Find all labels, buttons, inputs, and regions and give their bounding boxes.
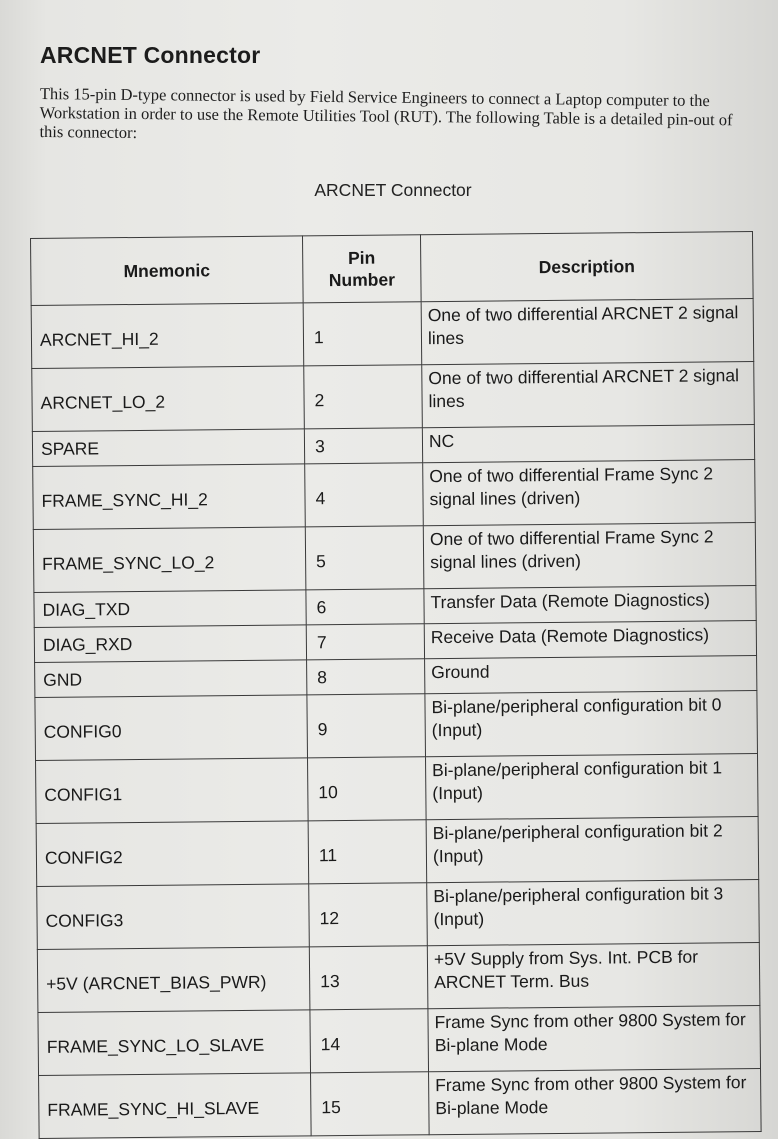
table-row: [37, 880, 760, 950]
mnemonic-cell: FRAME_SYNC_LO_SLAVE: [38, 1010, 311, 1076]
pinout-table: [30, 231, 762, 1139]
mnemonic-cell: CONFIG2: [36, 821, 309, 887]
description-cell: One of two differential Frame Sync 2 signal lines (driven): [423, 523, 756, 589]
table-caption: [0, 180, 778, 201]
pin-cell: 8: [307, 659, 425, 695]
table-header-row: [31, 232, 754, 306]
mnemonic-cell: DIAG_TXD: [34, 590, 306, 628]
table-row: [35, 691, 758, 761]
mnemonic-cell: FRAME_SYNC_HI_SLAVE: [39, 1073, 312, 1139]
description-cell: Bi-plane/peripheral configuration bit 3 (Input): [427, 880, 760, 946]
description-cell: Bi-plane/peripheral configuration bit 2 (Input): [426, 817, 759, 883]
description-cell: Bi-plane/peripheral configuration bit 0 (Input): [425, 691, 758, 757]
pin-cell: 2: [304, 365, 423, 429]
mnemonic-cell: +5V (ARCNET_BIAS_PWR): [37, 947, 310, 1013]
table-row: [33, 460, 756, 530]
description-cell: One of two differential Frame Sync 2 signal lines (driven): [423, 460, 756, 526]
pin-cell: 3: [304, 428, 422, 464]
mnemonic-cell: ARCNET_LO_2: [32, 366, 305, 432]
pin-cell: 6: [306, 589, 424, 625]
pin-cell: 7: [306, 624, 424, 660]
intro-paragraph: This 15-pin D-type connector is used by Field Service Engineers to connect a Laptop computer to the Workstation in order to use the Remote Utilities Tool (RUT). The following Table is a detailed pin-out of this connector:: [39, 84, 733, 143]
header-mnemonic: Mnemonic: [31, 236, 304, 306]
description-cell: Transfer Data (Remote Diagnostics): [424, 586, 756, 624]
pin-cell: 11: [308, 820, 427, 884]
table-row: [32, 362, 755, 432]
description-cell: Frame Sync from other 9800 System for Bi-plane Mode: [429, 1069, 762, 1135]
mnemonic-cell: CONFIG0: [35, 695, 308, 761]
table-row: [33, 523, 756, 593]
pin-cell: 10: [308, 757, 427, 821]
mnemonic-cell: ARCNET_HI_2: [31, 303, 304, 369]
pin-cell: 4: [305, 463, 424, 527]
pin-cell: 13: [309, 946, 428, 1010]
mnemonic-cell: DIAG_RXD: [34, 625, 306, 663]
mnemonic-cell: SPARE: [32, 429, 304, 467]
description-cell: Ground: [425, 656, 757, 694]
table-row: [39, 1069, 762, 1139]
table-row: [36, 754, 759, 824]
description-cell: Frame Sync from other 9800 System for Bi-plane Mode: [428, 1006, 761, 1072]
table-row: [37, 943, 760, 1013]
description-cell: One of two differential ARCNET 2 signal lines: [421, 299, 754, 365]
table-caption-text: ARCNET Connector: [314, 180, 472, 200]
description-cell: Bi-plane/peripheral configuration bit 1 (Input): [425, 754, 758, 820]
pin-cell: 5: [305, 526, 424, 590]
header-pin-number: Pin Number: [302, 235, 421, 303]
description-cell: NC: [422, 425, 754, 463]
mnemonic-cell: FRAME_SYNC_LO_2: [33, 527, 306, 593]
description-cell: +5V Supply from Sys. Int. PCB for ARCNET Term. Bus: [427, 943, 760, 1009]
pin-cell: 15: [311, 1072, 430, 1136]
description-cell: One of two differential ARCNET 2 signal lines: [422, 362, 755, 428]
pin-cell: 1: [303, 302, 422, 366]
pin-cell: 14: [310, 1009, 429, 1073]
mnemonic-cell: GND: [35, 660, 307, 698]
table-row: [36, 817, 759, 887]
pin-cell: 9: [307, 694, 426, 758]
table-row: [31, 299, 754, 369]
section-heading: ARCNET Connector: [40, 42, 261, 68]
table-row: [38, 1006, 761, 1076]
description-cell: Receive Data (Remote Diagnostics): [424, 621, 756, 659]
pin-cell: 12: [309, 883, 428, 947]
mnemonic-cell: FRAME_SYNC_HI_2: [33, 464, 306, 530]
mnemonic-cell: CONFIG1: [36, 758, 309, 824]
header-description: Description: [420, 232, 753, 302]
mnemonic-cell: CONFIG3: [37, 884, 310, 950]
